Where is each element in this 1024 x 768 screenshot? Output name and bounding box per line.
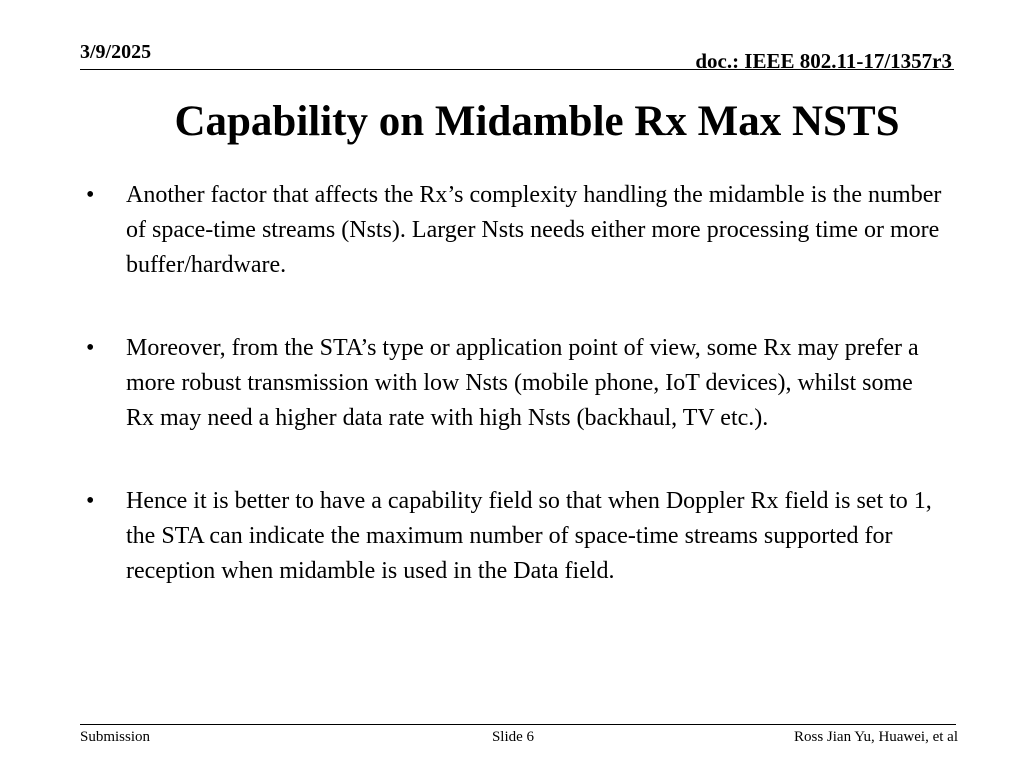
bullet-item [86,331,946,436]
bullet-text: Another factor that affects the Rx’s complexity handling the midamble is the number of space-time streams (Nsts). Larger Nsts needs either more processing time or more buffer/hardware. [126,182,942,278]
slide-title: Capability on Midamble Rx Max NSTS [174,98,900,145]
header-doc-id: doc.: IEEE 802.11-17/1357r3 [695,49,952,73]
footer-slide-number: Slide 6 [491,729,535,745]
bullet-item [86,178,946,283]
bullet-icon: • [86,182,95,208]
footer-submission: Submission [80,729,151,745]
bullet-text: Moreover, from the STA’s type or application point of view, some Rx may prefer a more robust transmission with low Nsts (mobile phone, IoT devices), whilst some Rx may need a higher data rate with high Nsts (backhaul, TV etc.). [126,335,919,431]
footer-divider [80,724,956,725]
bullet-text: Hence it is better to have a capability field so that when Doppler Rx field is set to 1, the STA can indicate the maximum number of space-time streams supported for reception when midamble is used in the Data field. [126,488,932,584]
footer-author: Ross Jian Yu, Huawei, et al [793,729,958,745]
bullet-item [86,484,946,589]
header-date: 3/9/2025 [80,41,152,63]
header-divider [80,69,954,70]
bullet-icon: • [86,488,95,514]
bullet-list [86,178,946,637]
bullet-icon: • [86,335,95,361]
